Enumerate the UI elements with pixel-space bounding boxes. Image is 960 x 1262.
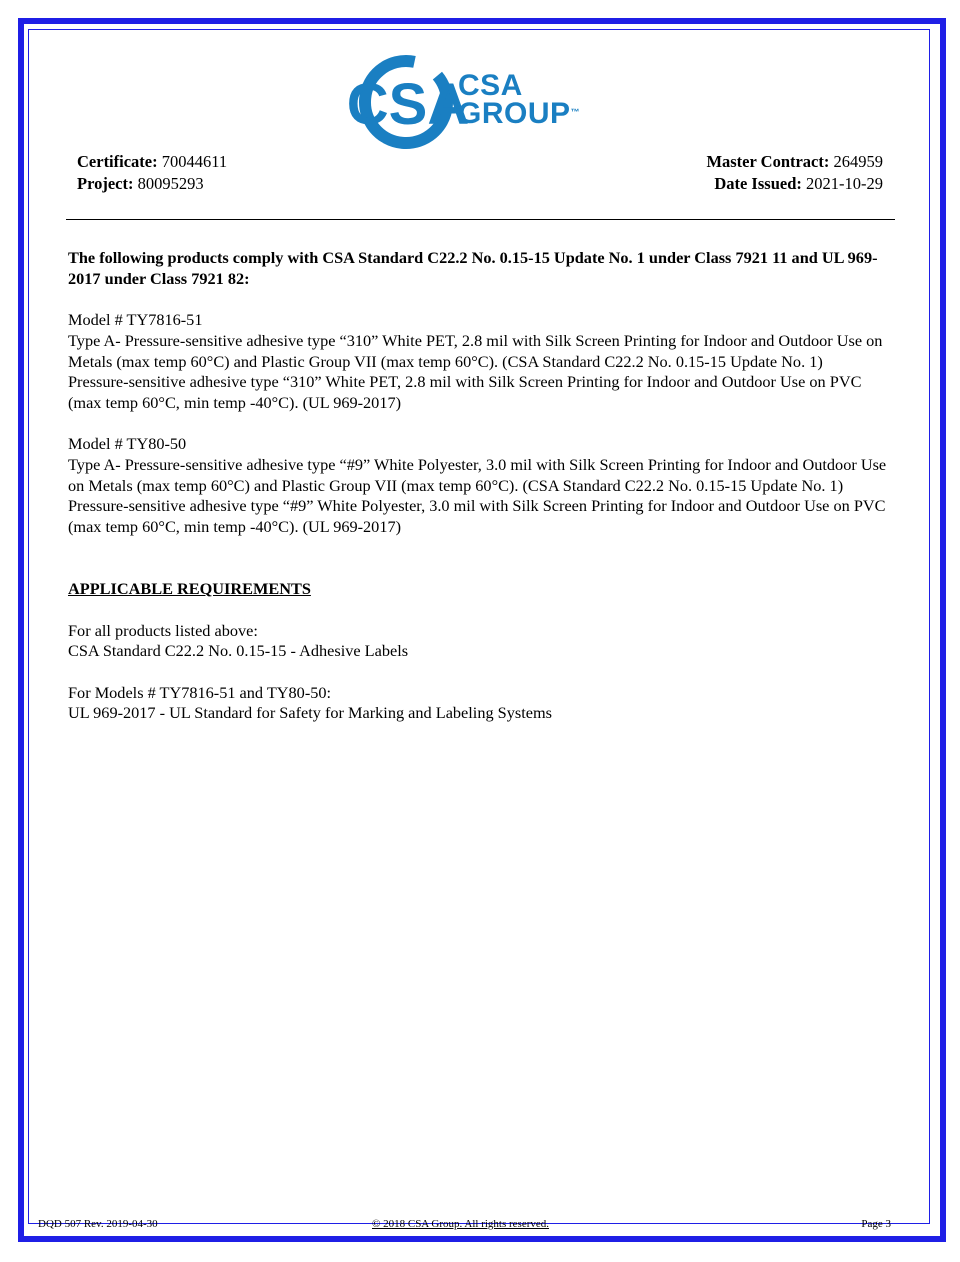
requirements-heading: APPLICABLE REQUIREMENTS	[68, 579, 311, 599]
date-issued-value: 2021-10-29	[806, 174, 883, 193]
model-description: Pressure-sensitive adhesive type “#9” White Polyester, 3.0 mil with Silk Screen Printing for Indoor and Outdoor Use on PVC (max temp 60°C, min temp -40°C). (UL 969-2017)	[68, 496, 886, 537]
master-contract-value: 264959	[833, 152, 883, 171]
document-body	[68, 248, 898, 724]
certificate-info	[77, 151, 227, 195]
model-description: Pressure-sensitive adhesive type “310” White PET, 2.8 mil with Silk Screen Printing for Indoor and Outdoor Use on PVC (max temp 60°C, min temp -40°C). (UL 969-2017)	[68, 372, 862, 412]
project-value: 80095293	[137, 174, 204, 193]
csa-group-logo	[346, 52, 608, 154]
requirements-group-value: CSA Standard C22.2 No. 0.15-15 - Adhesive Labels	[68, 641, 409, 661]
model-description: Type A- Pressure-sensitive adhesive type “#9” White Polyester, 3.0 mil with Silk Screen Printing for Indoor and Outdoor Use on Metals (max temp 60°C) and Plastic Group VII (max temp 60°C). (CSA Standard C22.2 No. 0.15-15 Update No. 1)	[68, 455, 887, 495]
svg-text:CSA: CSA	[346, 72, 470, 137]
contract-info	[706, 151, 883, 195]
intro-statement: The following products comply with CSA Standard C22.2 No. 0.15-15 Update No. 1 under Class 7921 11 and UL 969-2017 under Class 7921 82:	[68, 248, 878, 288]
footer-form-number: DQD 507 Rev. 2019-04-30	[38, 1218, 158, 1230]
model-title: Model # TY7816-51	[68, 310, 203, 330]
requirements-group-label: For Models # TY7816-51 and TY80-50:	[68, 682, 332, 702]
header-divider	[66, 219, 895, 220]
footer-copyright: © 2018 CSA Group. All rights reserved.	[372, 1218, 550, 1230]
model-title: Model # TY80-50	[68, 434, 187, 454]
date-issued-label: Date Issued:	[714, 174, 802, 193]
project-label: Project:	[77, 174, 134, 193]
footer-page-number: Page 3	[861, 1218, 891, 1230]
master-contract-label: Master Contract:	[706, 152, 830, 171]
certificate-label: Certificate:	[77, 152, 158, 171]
logo-wordmark: CSA GROUP™	[458, 69, 581, 130]
certificate-value: 70044611	[161, 152, 228, 171]
csa-logo-icon	[346, 52, 470, 152]
requirements-group-label: For all products listed above:	[68, 620, 258, 640]
model-description: Type A- Pressure-sensitive adhesive type “310” White PET, 2.8 mil with Silk Screen Printing for Indoor and Outdoor Use on Metals (max temp 60°C) and Plastic Group VII (max temp 60°C). (CSA Standard C22.2 No. 0.15-15 Update No. 1)	[68, 330, 883, 371]
requirements-group-value: UL 969-2017 - UL Standard for Safety for Marking and Labeling Systems	[68, 703, 552, 723]
